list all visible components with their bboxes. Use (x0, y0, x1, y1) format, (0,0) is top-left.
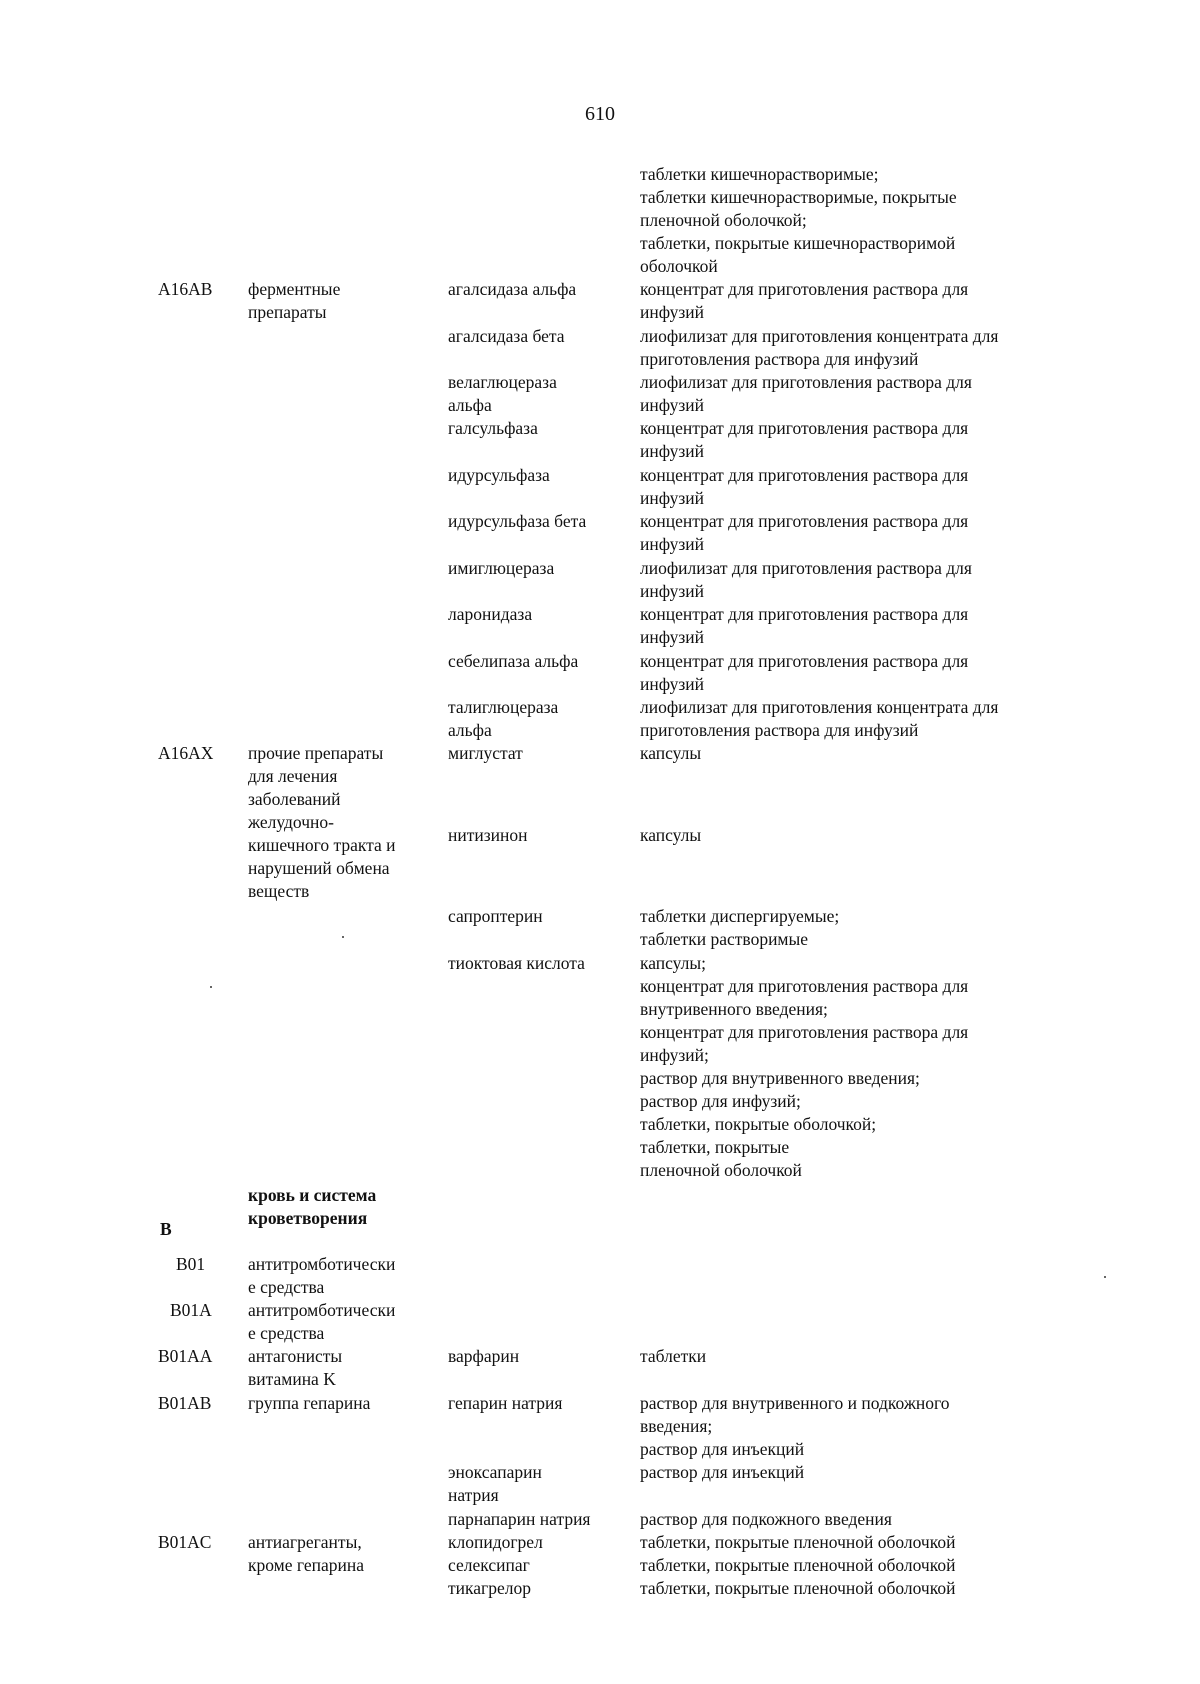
text-line: инфузий (640, 581, 705, 601)
text-line: капсулы (640, 825, 702, 845)
text-line: B01AC (158, 1532, 212, 1552)
text-line: селексипаг (448, 1555, 530, 1575)
text-line: концентрат для приготовления раствора для (640, 651, 969, 671)
text-line: кроветворения (248, 1208, 368, 1228)
text-line: варфарин (448, 1346, 520, 1366)
text-line: е средства (248, 1323, 325, 1343)
text-line: гепарин натрия (448, 1393, 563, 1413)
text-line: нарушений обмена (248, 858, 390, 878)
text-line: B01 (176, 1254, 206, 1274)
text-line: капсулы; (640, 953, 707, 973)
text-line: сапроптерин (448, 906, 543, 926)
text-line: внутривенного введения; (640, 999, 828, 1019)
text-line: B01A (170, 1300, 212, 1320)
text-line: идурсульфаза бета (448, 511, 587, 531)
text-line: инфузий (640, 534, 705, 554)
text-line: альфа (448, 720, 492, 740)
text-line: приготовления раствора для инфузий (640, 720, 919, 740)
text-line: кровь и система (248, 1185, 377, 1205)
text-line: раствор для инфузий; (640, 1091, 801, 1111)
text-line: нитизинон (448, 825, 528, 845)
text-line: B01AA (158, 1346, 213, 1366)
text-line: агалсидаза бета (448, 326, 565, 346)
text-line: концентрат для приготовления раствора для (640, 604, 969, 624)
scan-speck (210, 986, 212, 988)
text-line: группа гепарина (248, 1393, 371, 1413)
text-line: е средства (248, 1277, 325, 1297)
text-line: капсулы (640, 743, 702, 763)
text-line: B01AB (158, 1393, 212, 1413)
text-line: талиглюцераза (448, 697, 559, 717)
text-line: раствор для подкожного введения (640, 1509, 892, 1529)
text-line: концентрат для приготовления раствора для (640, 418, 969, 438)
text-line: инфузий (640, 302, 705, 322)
text-line: ферментные (248, 279, 341, 299)
text-line: эноксапарин (448, 1462, 542, 1482)
text-line: лиофилизат для приготовления раствора для (640, 372, 972, 392)
text-line: таблетки диспергируемые; (640, 906, 840, 926)
text-line: концентрат для приготовления раствора для (640, 1022, 969, 1042)
text-line: таблетки (640, 1346, 707, 1366)
text-line: веществ (248, 881, 310, 901)
text-line: ларонидаза (448, 604, 533, 624)
text-line: концентрат для приготовления раствора для (640, 279, 969, 299)
text-line: A16AB (158, 279, 213, 299)
text-line: таблетки кишечнорастворимые; (640, 164, 879, 184)
text-line: A16AX (158, 743, 214, 763)
scan-speck (342, 936, 344, 938)
text-line: таблетки, покрытые пленочной оболочкой (640, 1555, 956, 1575)
text-line: концентрат для приготовления раствора для (640, 511, 969, 531)
text-line: введения; (640, 1416, 713, 1436)
text-line: натрия (448, 1485, 499, 1505)
text-line: кроме гепарина (248, 1555, 364, 1575)
text-line: галсульфаза (448, 418, 538, 438)
text-line: инфузий (640, 395, 705, 415)
text-line: имиглюцераза (448, 558, 555, 578)
text-line: инфузий; (640, 1045, 709, 1065)
text-line: инфузий (640, 627, 705, 647)
text-line: концентрат для приготовления раствора для (640, 465, 969, 485)
text-line: пленочной оболочкой (640, 1160, 802, 1180)
text-line: антагонисты (248, 1346, 343, 1366)
text-line: лиофилизат для приготовления концентрата для (640, 326, 999, 346)
page-number: 610 (585, 103, 615, 125)
text-line: приготовления раствора для инфузий (640, 349, 919, 369)
text-line: себелипаза альфа (448, 651, 579, 671)
text-line: концентрат для приготовления раствора для (640, 976, 969, 996)
text-line: таблетки кишечнорастворимые, покрытые (640, 187, 957, 207)
text-line: лиофилизат для приготовления концентрата для (640, 697, 999, 717)
text-line: миглустат (448, 743, 523, 763)
text-line: таблетки, покрытые (640, 1137, 790, 1157)
text-line: инфузий (640, 674, 705, 694)
text-line: B (160, 1219, 172, 1239)
text-line: раствор для внутривенного и подкожного (640, 1393, 950, 1413)
text-line: тикагрелор (448, 1578, 531, 1598)
text-line: раствор для инъекций (640, 1462, 805, 1482)
text-line: лиофилизат для приготовления раствора для (640, 558, 972, 578)
text-line: желудочно- (248, 812, 334, 832)
text-line: антитромботически (248, 1300, 396, 1320)
text-line: оболочкой (640, 256, 718, 276)
text-line: раствор для инъекций (640, 1439, 805, 1459)
text-line: препараты (248, 302, 327, 322)
text-line: инфузий (640, 488, 705, 508)
text-line: антиагреганты, (248, 1532, 362, 1552)
text-line: прочие препараты (248, 743, 384, 763)
text-line: для лечения (248, 766, 338, 786)
text-line: таблетки, покрытые пленочной оболочкой (640, 1578, 956, 1598)
text-line: таблетки, покрытые оболочкой; (640, 1114, 877, 1134)
text-line: раствор для внутривенного введения; (640, 1068, 920, 1088)
text-line: таблетки, покрытые пленочной оболочкой (640, 1532, 956, 1552)
text-line: кишечного тракта и (248, 835, 396, 855)
text-line: тиоктовая кислота (448, 953, 585, 973)
text-line: парнапарин натрия (448, 1509, 591, 1529)
text-line: инфузий (640, 441, 705, 461)
text-line: витамина K (248, 1369, 336, 1389)
text-line: клопидогрел (448, 1532, 543, 1552)
text-line: идурсульфаза (448, 465, 550, 485)
text-line: заболеваний (248, 789, 341, 809)
scan-speck (1104, 1276, 1106, 1278)
text-line: антитромботически (248, 1254, 396, 1274)
text-line: таблетки, покрытые кишечнорастворимой (640, 233, 956, 253)
text-line: таблетки растворимые (640, 929, 809, 949)
text-line: велаглюцераза (448, 372, 557, 392)
text-line: пленочной оболочкой; (640, 210, 807, 230)
text-line: агалсидаза альфа (448, 279, 577, 299)
text-line: альфа (448, 395, 492, 415)
